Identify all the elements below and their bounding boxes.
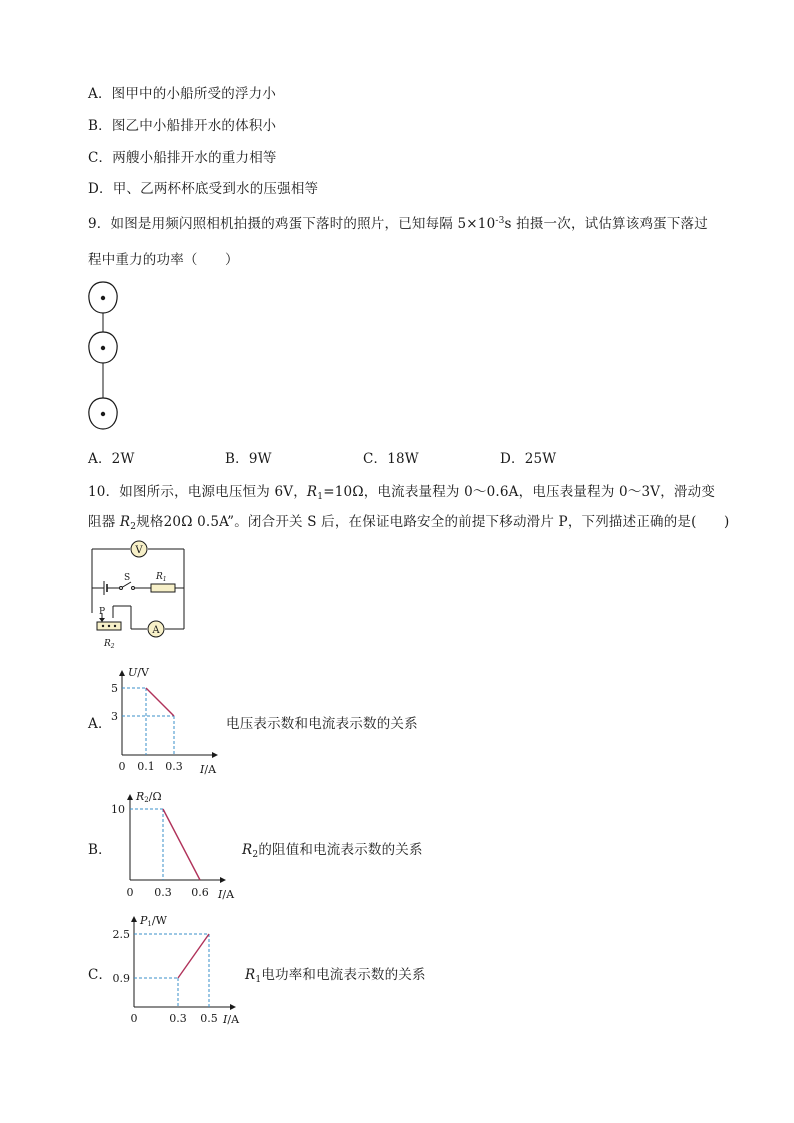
egg-center-dot-3 <box>101 412 105 416</box>
graph-b-x-unit: /A <box>222 888 235 901</box>
graph-b-y-var: R <box>136 790 145 803</box>
graph-a-y-unit: /V <box>137 666 149 679</box>
voltmeter-label: V <box>135 545 143 556</box>
graph-a-voltage-current <box>112 662 224 780</box>
r2-label <box>103 639 115 650</box>
q9-stem-line2: 程中重力的功率（ ） <box>88 252 239 268</box>
graph-b-desc-text: 的阻值和电流表示数的关系 <box>258 842 423 858</box>
q9-option-a: A．2W <box>88 451 135 467</box>
q9-stem-exponent: -3 <box>495 216 505 226</box>
r2-label-var: R <box>104 639 111 649</box>
graph-a-x-unit: /A <box>204 763 217 776</box>
q8-option-b: B．图乙中小船排开水的体积小 <box>88 118 277 134</box>
graph-a-description: 电压表示数和电流表示数的关系 <box>226 716 418 732</box>
graph-c-power-current <box>112 908 247 1030</box>
graph-b-origin: 0 <box>126 886 134 899</box>
q10-option-c-letter: C． <box>88 967 113 983</box>
graph-b-x-label <box>217 888 235 901</box>
q10-r2-var: R <box>119 514 131 530</box>
q10-text-c: 阻器 <box>88 514 120 530</box>
graph-a-y-var: U <box>128 666 138 679</box>
graph-c-xtick-0-3: 0.3 <box>169 1012 187 1025</box>
graph-b-y-label <box>135 790 162 804</box>
q10-text-d: 规格20Ω 0.5A”。闭合开关 S 后，在保证电路安全的前提下移动滑片 P，下列描述正确的是( ) <box>136 514 730 530</box>
egg-center-dot-1 <box>101 296 105 300</box>
graph-b-description <box>242 838 423 860</box>
q9-stem-text-a: 9．如图是用频闪照相机拍摄的鸡蛋下落时的照片，已知每隔 5×10 <box>88 216 496 232</box>
graph-c-description <box>245 963 426 985</box>
graph-b-ytick-10: 10 <box>111 803 125 816</box>
graph-a-y-label <box>128 666 150 679</box>
r1-label-var: R <box>156 572 163 582</box>
graph-c-ytick-0-9: 0.9 <box>112 972 130 985</box>
graph-a-origin: 0 <box>118 760 126 773</box>
graph-a-xtick-0-3: 0.3 <box>165 760 183 773</box>
q10-r2-sub: 2 <box>130 522 137 532</box>
q10-option-a-letter: A． <box>88 716 112 732</box>
q10-text-a: 10．如图所示，电源电压恒为 6V， <box>88 484 307 500</box>
graph-b-xtick-0-6: 0.6 <box>191 886 209 899</box>
graph-c-xtick-0-5: 0.5 <box>200 1012 218 1025</box>
circuit-diagram <box>86 538 190 653</box>
graph-c-desc-sub: 1 <box>255 975 262 985</box>
q10-r1-var: R <box>306 484 318 500</box>
q10-option-b-letter: B． <box>88 842 112 858</box>
graph-a-y-arrow-icon <box>119 670 125 676</box>
graph-a-x-var: I <box>200 763 205 776</box>
r1-label <box>155 572 167 583</box>
graph-b-x-var: I <box>218 888 223 901</box>
graph-b-curve <box>163 809 200 880</box>
rheostat-dot-1 <box>102 625 104 627</box>
graph-a-x-label <box>199 763 217 776</box>
graph-b-resistance-current <box>112 786 242 904</box>
q8-option-d: D．甲、乙两杯杯底受到水的压强相等 <box>88 181 319 197</box>
rheostat-dot-3 <box>114 625 116 627</box>
graph-c-x-var: I <box>223 1013 228 1026</box>
graph-c-curve <box>178 934 209 978</box>
graph-c-origin: 0 <box>130 1012 138 1025</box>
q8-option-c: C．两艘小船排开水的重力相等 <box>88 150 277 166</box>
graph-b-x-arrow-icon <box>220 877 226 883</box>
graph-b-y-arrow-icon <box>127 794 133 800</box>
egg-center-dot-2 <box>101 346 105 350</box>
graph-a-ytick-5: 5 <box>111 682 118 695</box>
graph-a-curve <box>146 688 174 716</box>
graph-c-x-label <box>222 1013 240 1026</box>
q9-option-c: C．18W <box>363 451 419 467</box>
graph-c-y-label <box>139 914 168 928</box>
q10-r1-sub: 1 <box>317 492 324 502</box>
r1-label-sub: 1 <box>162 576 167 583</box>
q9-option-d: D．25W <box>500 451 557 467</box>
graph-b-desc-var: R <box>242 842 253 858</box>
slider-p-label: P <box>99 607 106 617</box>
q10-text-b: =10Ω，电流表量程为 0～0.6A，电压表量程为 0～3V，滑动变 <box>323 484 716 500</box>
graph-a-x-arrow-icon <box>212 752 218 758</box>
graph-c-x-arrow-icon <box>230 1004 236 1010</box>
egg-strobe-figure <box>86 278 122 440</box>
ammeter-label: A <box>152 625 160 636</box>
q10-stem-line2 <box>88 510 729 532</box>
q9-stem-line1 <box>88 212 708 232</box>
graph-c-y-sub: 1 <box>147 920 152 928</box>
graph-a-xtick-0-1: 0.1 <box>137 760 155 773</box>
graph-c-y-var: P <box>140 914 148 927</box>
graph-b-xtick-0-3: 0.3 <box>154 886 172 899</box>
switch-contact <box>132 587 135 590</box>
q10-stem-line1 <box>88 480 715 502</box>
graph-b-y-unit: /Ω <box>148 790 162 803</box>
graph-b-y-sub: 2 <box>144 796 149 804</box>
q9-option-b: B．9W <box>225 451 272 467</box>
graph-b-desc-sub: 2 <box>252 850 259 860</box>
graph-c-y-unit: /W <box>151 914 167 927</box>
switch-label: S <box>124 573 131 583</box>
graph-c-desc-text: 电功率和电流表示数的关系 <box>261 967 426 983</box>
graph-c-ytick-2-5: 2.5 <box>112 928 130 941</box>
q9-stem-text-b: s 拍摄一次，试估算该鸡蛋下落过 <box>504 216 708 232</box>
slider-p-arrow-icon <box>99 618 105 622</box>
r2-label-sub: 2 <box>110 643 115 650</box>
switch-pivot <box>120 587 123 590</box>
resistor-r1-icon <box>151 584 175 592</box>
graph-a-ytick-3: 3 <box>111 710 118 723</box>
rheostat-dot-2 <box>108 625 110 627</box>
q8-option-a: A．图甲中的小船所受的浮力小 <box>88 86 277 102</box>
graph-c-desc-var: R <box>245 967 256 983</box>
graph-c-x-unit: /A <box>227 1013 240 1026</box>
graph-c-y-arrow-icon <box>131 916 137 922</box>
